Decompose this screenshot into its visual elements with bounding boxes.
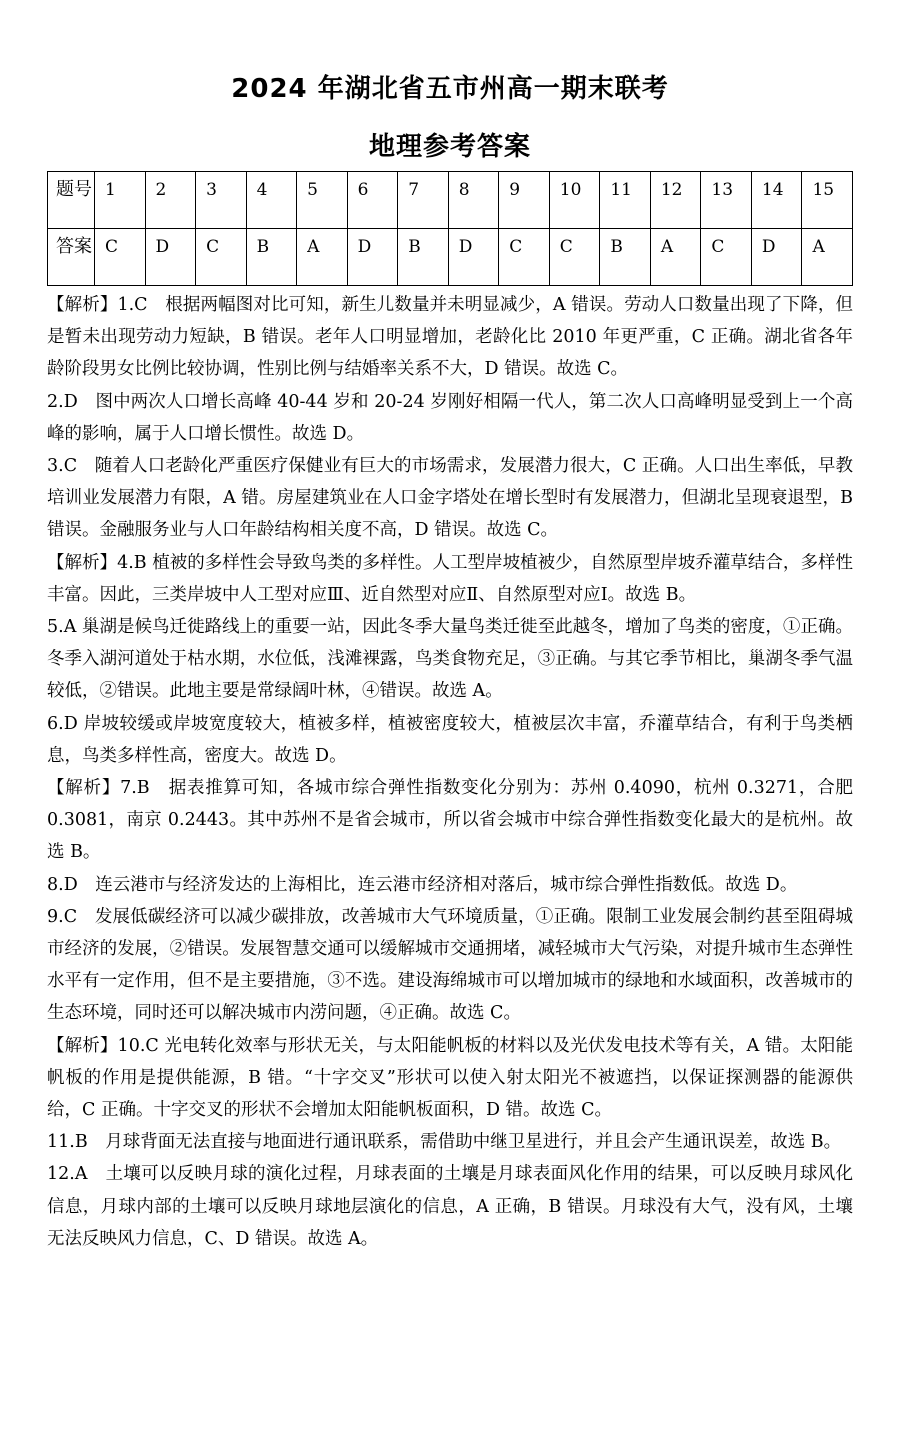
answer-cell: D <box>751 229 802 286</box>
explanation-body <box>47 289 853 1255</box>
answer-cell: A <box>650 229 701 286</box>
answer-cell: C <box>549 229 600 286</box>
page-subtitle: 地理参考答案 <box>368 132 531 162</box>
question-number-cell: 13 <box>701 172 752 229</box>
answer-cell: C <box>499 229 550 286</box>
explanation-paragraph-q9: 9.C 发展低碳经济可以减少碳排放，改善城市大气环境质量，①正确。限制工业发展会制约甚至阻碍城市经济的发展，②错误。发展智慧交通可以缓解城市交通拥堵，减轻城市大气污染，对提升城市生态弹性水平有一定作用，但不是主要措施，③不选。建设海绵城市可以增加城市的绿地和水域面积，改善城市的生态环境，同时还可以解决城市内涝问题，④正确。故选 C。 <box>47 906 853 1024</box>
explanation-paragraph-q6: 6.D 岸坡较缓或岸坡宽度较大，植被多样，植被密度较大，植被层次丰富，乔灌草结合，有利于鸟类栖息，鸟类多样性高，密度大。故选 D。 <box>47 713 853 766</box>
explanation-paragraph-q2: 2.D 图中两次人口增长高峰 40-44 岁和 20-24 岁刚好相隔一代人，第二次人口高峰明显受到上一个高峰的影响，属于人口增长惯性。故选 D。 <box>47 391 853 444</box>
explanation-paragraph-q5: 5.A 巢湖是候鸟迁徙路线上的重要一站，因此冬季大量鸟类迁徙至此越冬，增加了鸟类的密度，①正确。冬季入湖河道处于枯水期，水位低，浅滩裸露，鸟类食物充足，③正确。与其它季节相比，巢湖冬季气温较低，②错误。此地主要是常绿阔叶林，④错误。故选 A。 <box>47 617 853 702</box>
answer-table <box>47 171 853 286</box>
question-number-cell: 11 <box>600 172 651 229</box>
explanation-paragraph-q10: 【解析】10.C 光电转化效率与形状无关，与太阳能帆板的材料以及光伏发电技术等有关，A 错。太阳能帆板的作用是提供能源，B 错。“十字交叉”形状可以使入射太阳光不被遮挡，以保证探测器的能源供给，C 正确。十字交叉的形状不会增加太阳能帆板面积，D 错。故选 C。 <box>47 1035 853 1121</box>
question-number-cell: 7 <box>398 172 449 229</box>
explanation-paragraph-q3: 3.C 随着人口老龄化严重医疗保健业有巨大的市场需求，发展潜力很大，C 正确。人口出生率低，早教培训业发展潜力有限，A 错。房屋建筑业在人口金字塔处在增长型时有发展潜力，但湖北呈现衰退型，B 错误。金融服务业与人口年龄结构相关度不高，D 错误。故选 C。 <box>47 456 853 541</box>
explanation-paragraph-q4: 【解析】4.B 植被的多样性会导致鸟类的多样性。人工型岸坡植被少，自然原型岸坡乔灌草结合，多样性丰富。因此，三类岸坡中人工型对应Ⅲ、近自然型对应Ⅱ、自然原型对应Ⅰ。故选 B。 <box>47 552 853 605</box>
answer-cell: B <box>600 229 651 286</box>
question-number-header: 题号 <box>48 172 95 229</box>
question-number-cell: 2 <box>145 172 196 229</box>
answer-cell: A <box>297 229 348 286</box>
answer-row <box>48 229 853 286</box>
explanation-paragraph-q7: 【解析】7.B 据表推算可知，各城市综合弹性指数变化分别为：苏州 0.4090，杭州 0.3271，合肥 0.3081，南京 0.2443。其中苏州不是省会城市，所以省会城市中综合弹性指数变化最大的是杭州。故选 B。 <box>47 778 853 863</box>
question-number-cell: 4 <box>246 172 297 229</box>
question-number-cell: 9 <box>499 172 550 229</box>
answer-cell: B <box>246 229 297 286</box>
answer-cell: D <box>347 229 398 286</box>
question-number-cell: 12 <box>650 172 701 229</box>
question-number-cell: 14 <box>751 172 802 229</box>
answer-cell: C <box>95 229 146 286</box>
question-number-cell: 6 <box>347 172 398 229</box>
answer-header: 答案 <box>48 229 95 286</box>
explanation-paragraph-q11: 11.B 月球背面无法直接与地面进行通讯联系，需借助中继卫星进行，并且会产生通讯误差，故选 B。 <box>47 1132 842 1153</box>
answer-cell: C <box>701 229 752 286</box>
explanation-paragraph-q1: 【解析】1.C 根据两幅图对比可知，新生儿数量并未明显减少，A 错误。劳动人口数量出现了下降，但是暂未出现劳动力短缺，B 错误。老年人口明显增加，老龄化比 2010 年更严重，C 正确。湖北省各年龄阶段男女比例比较协调，性别比例与结婚率关系不大，D 错误。故选 C。 <box>47 295 853 380</box>
explanation-paragraph-q8: 8.D 连云港市与经济发达的上海相比，连云港市经济相对落后，城市综合弹性指数低。故选 D。 <box>47 874 798 895</box>
answer-cell: D <box>145 229 196 286</box>
answer-cell: D <box>448 229 499 286</box>
question-number-cell: 3 <box>196 172 247 229</box>
page-title: 2024 年湖北省五市州高一期末联考 <box>231 74 669 104</box>
question-number-cell: 15 <box>802 172 853 229</box>
question-number-cell: 1 <box>95 172 146 229</box>
explanation-paragraph-q12: 12.A 土壤可以反映月球的演化过程，月球表面的土壤是月球表面风化作用的结果，可以反映月球风化信息，月球内部的土壤可以反映月球地层演化的信息，A 正确，B 错误。月球没有大气，没有风，土壤无法反映风力信息，C、D 错误。故选 A。 <box>47 1164 853 1249</box>
answer-cell: C <box>196 229 247 286</box>
question-number-cell: 8 <box>448 172 499 229</box>
answer-cell: B <box>398 229 449 286</box>
question-number-cell: 5 <box>297 172 348 229</box>
answer-cell: A <box>802 229 853 286</box>
question-number-cell: 10 <box>549 172 600 229</box>
question-number-row <box>48 172 853 229</box>
